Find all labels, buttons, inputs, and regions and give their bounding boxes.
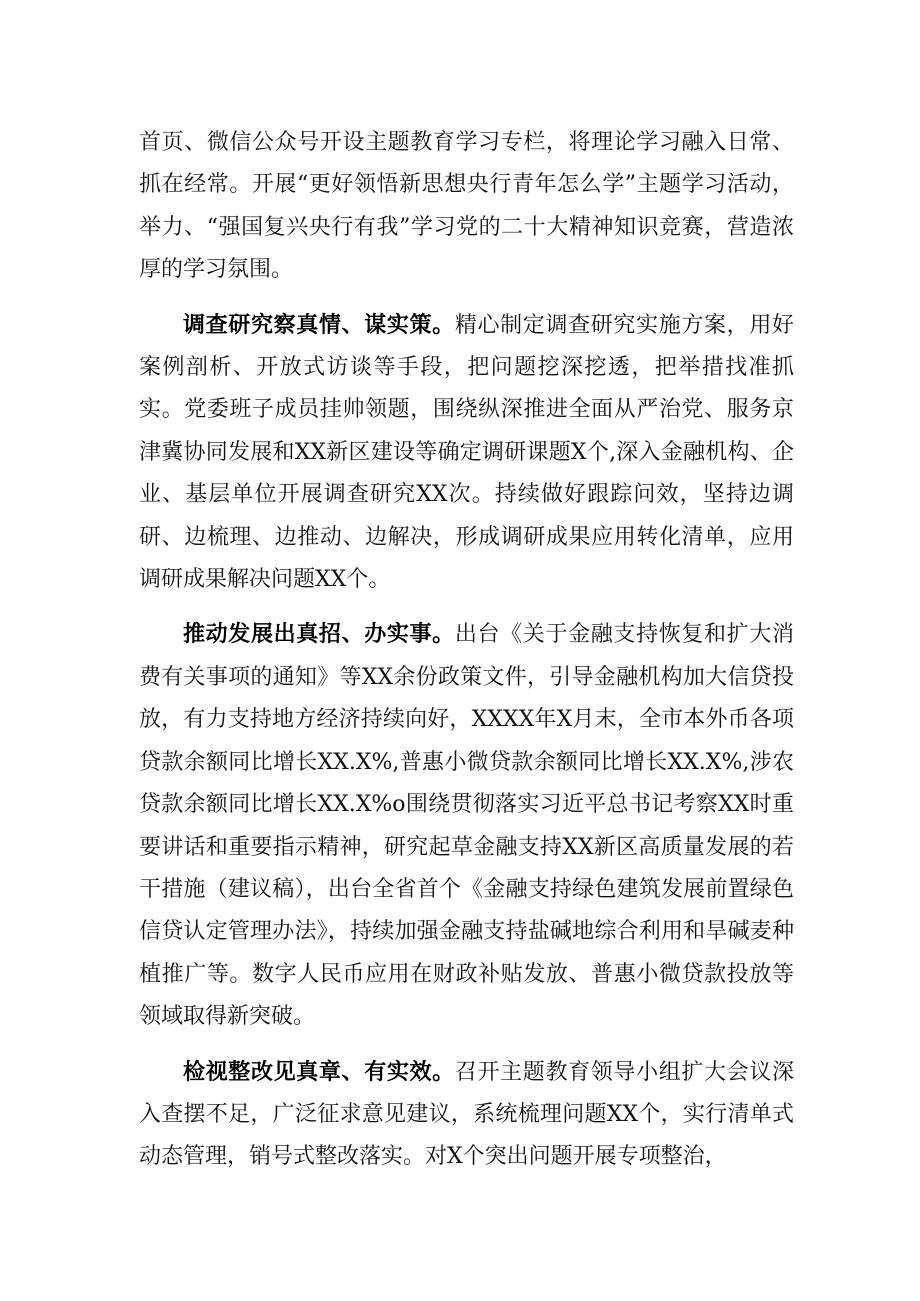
paragraph-body: 出台《关于金融支持恢复和扩大消费有关事项的通知》等XX余份政策文件，引导金融机构加大信贷投放，有力支持地方经济持续向好，XXXX年X月末，全市本外币各项贷款余额同比增长XX.X%,普惠小微贷款余额同比增长XX.X%,涉农贷款余额同比增长XX.X%o围绕贯彻落实习近平总书记考察XX时重要讲话和重要指示精神，研究起草金融支持XX新区高质量发展的若干措施（建议稿），出台全省首个《金融支持绿色建筑发展前置绿色信贷认定管理办法》，持续加强金融支持盐碱地综合利用和旱碱麦种植推广等。数字人民币应用在财政补贴发放、普惠小微贷款投放等领域取得新突破。 bbox=[139, 622, 794, 1030]
paragraph-body: 首页、微信公众号开设主题教育学习专栏，将理论学习融入日常、抓在经常。开展“更好领悟新思想央行青年怎么学”主题学习活动，举力、“强国复兴央行有我”学习党的二十大精神知识竞赛，营造浓厚的学习氛围。 bbox=[139, 130, 794, 283]
paragraph-research bbox=[139, 304, 794, 602]
paragraph-continuation bbox=[139, 122, 794, 292]
paragraph-body: 精心制定调查研究实施方案，用好案例剖析、开放式访谈等手段，把问题挖深挖透，把举措找准抓实。党委班子成员挂帅领题，围绕纵深推进全面从严治党、服务京津冀协同发展和XX新区建设等确定调研课题X个,深入金融机构、企业、基层单位开展调查研究XX次。持续做好跟踪问效，坚持边调研、边梳理、边推动、边解决，形成调研成果应用转化清单，应用调研成果解决问题XX个。 bbox=[139, 312, 794, 593]
paragraph-rectification bbox=[139, 1051, 794, 1179]
document-page bbox=[139, 122, 794, 1179]
paragraph-body: 召开主题教育领导小组扩大会议深入查摆不足，广泛征求意见建议，系统梳理问题XX个，实行清单式动态管理，销号式整改落实。对X个突出问题开展专项整治， bbox=[139, 1059, 794, 1170]
paragraph-heading: 检视整改见真章、有实效。 bbox=[183, 1058, 455, 1085]
paragraph-development bbox=[139, 613, 794, 1038]
paragraph-heading: 推动发展出真招、办实事。 bbox=[183, 621, 455, 648]
paragraph-heading: 调查研究察真情、谋实策。 bbox=[183, 311, 455, 338]
